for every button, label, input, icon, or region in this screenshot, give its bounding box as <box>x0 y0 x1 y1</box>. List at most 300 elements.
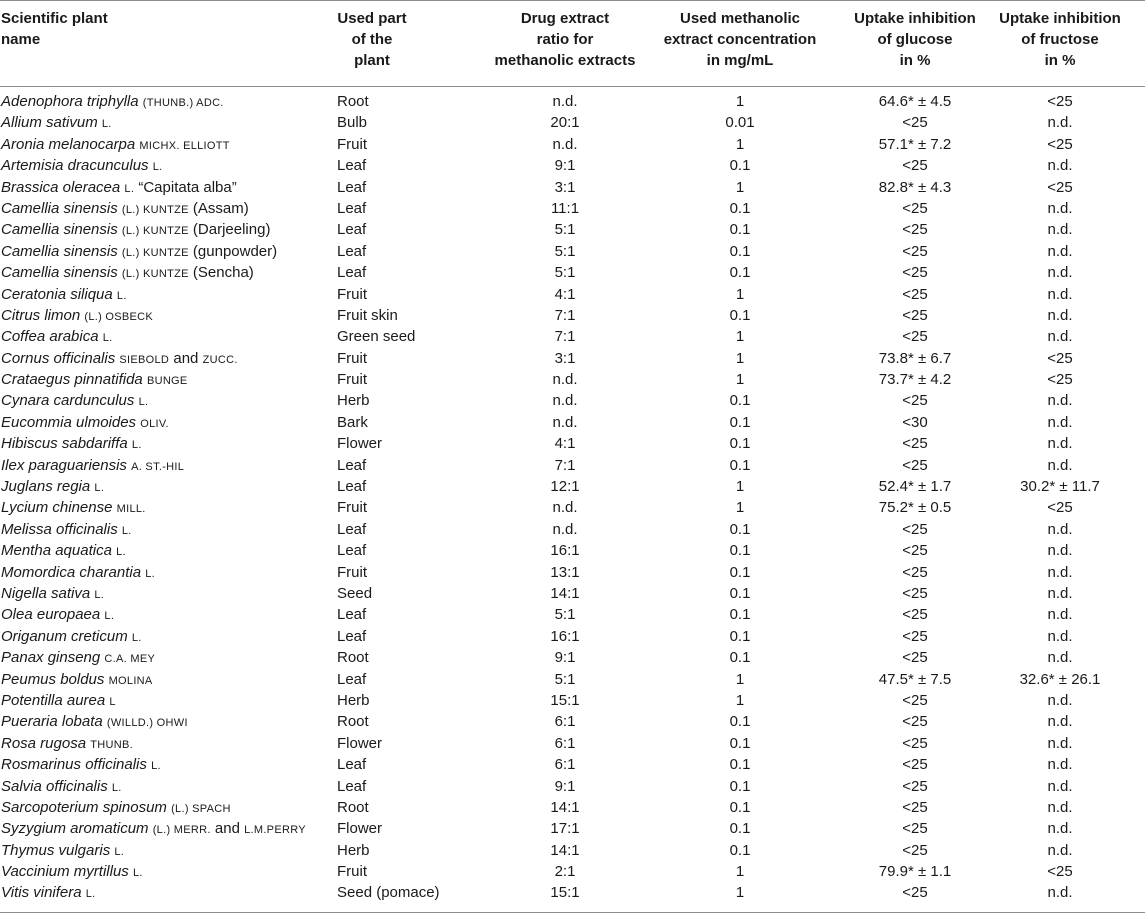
cell-plant-name <box>1 840 331 863</box>
cell-used-part: Flower <box>337 820 383 838</box>
authority: THUNB. <box>90 738 133 751</box>
cell-glucose-inhibition: <25 <box>902 606 928 624</box>
cell-glucose-inhibition: 47.5* ± 7.5 <box>878 670 952 688</box>
cell-glucose-inhibition: <30 <box>902 413 928 431</box>
header-used-part: Used part of the plant <box>337 10 407 69</box>
cell-used-part: Leaf <box>337 542 367 560</box>
table-row <box>0 711 1145 732</box>
table-row <box>0 134 1145 155</box>
cell-plant-name <box>1 540 331 563</box>
cell-concentration: 1 <box>735 691 745 709</box>
cell-concentration: 0.1 <box>729 435 751 453</box>
cell-extract-ratio: 4:1 <box>554 435 576 453</box>
table-row <box>0 626 1145 647</box>
cell-plant-name <box>1 91 331 114</box>
species-name: Ceratonia siliqua <box>1 285 113 303</box>
cell-extract-ratio: n.d. <box>552 413 578 431</box>
cell-plant-name <box>1 562 331 585</box>
species-name: Vaccinium myrtillus <box>1 863 129 881</box>
cell-extract-ratio: 11:1 <box>550 199 580 217</box>
cell-used-part: Fruit <box>337 135 367 153</box>
authority: (L.) MERR. <box>152 824 211 837</box>
cell-concentration: 0.1 <box>729 456 751 474</box>
cell-used-part: Leaf <box>337 520 367 538</box>
cell-plant-name <box>1 604 331 627</box>
cell-used-part: Fruit <box>337 863 367 881</box>
species-name: Panax ginseng <box>1 649 101 667</box>
name-suffix: (Sencha) <box>188 264 254 282</box>
cell-fructose-inhibition: n.d. <box>1047 114 1073 132</box>
cell-used-part: Leaf <box>337 242 367 260</box>
cell-concentration: 1 <box>735 285 745 303</box>
cell-used-part: Fruit skin <box>337 306 398 324</box>
cell-used-part: Flower <box>337 435 383 453</box>
cell-fructose-inhibition: n.d. <box>1047 584 1073 602</box>
cell-plant-name <box>1 455 331 478</box>
table-row <box>0 241 1145 262</box>
cell-fructose-inhibition: n.d. <box>1047 563 1073 581</box>
cell-extract-ratio: 9:1 <box>554 649 576 667</box>
table-row <box>0 818 1145 839</box>
header-glucose-inhibition: Uptake inhibition of glucose in % <box>854 10 976 69</box>
species-name: Thymus vulgaris <box>1 841 111 859</box>
table-body <box>0 91 1145 904</box>
cell-fructose-inhibition: n.d. <box>1047 392 1073 410</box>
species-name: Origanum creticum <box>1 627 128 645</box>
cell-concentration: 1 <box>735 135 745 153</box>
cell-glucose-inhibition: <25 <box>902 777 928 795</box>
table-row <box>0 797 1145 818</box>
cell-fructose-inhibition: n.d. <box>1047 542 1073 560</box>
cell-used-part: Leaf <box>337 456 367 474</box>
cell-extract-ratio: 14:1 <box>550 798 580 816</box>
species-name: Adenophora triphylla <box>1 93 139 110</box>
authority: MILL. <box>116 503 146 516</box>
cell-fructose-inhibition: n.d. <box>1047 691 1073 709</box>
table-row <box>0 562 1145 583</box>
cell-used-part: Root <box>337 93 369 110</box>
authority: C.A. MEY <box>104 653 156 666</box>
cell-concentration: 0.1 <box>729 264 751 282</box>
header-plant-name: Scientific plant name <box>1 10 108 48</box>
authority: L. <box>131 439 142 452</box>
authority: L. <box>132 867 143 880</box>
cell-extract-ratio: 6:1 <box>554 756 576 774</box>
cell-plant-name <box>1 412 331 435</box>
cell-glucose-inhibition: <25 <box>902 798 928 816</box>
cell-used-part: Leaf <box>337 777 367 795</box>
name-suffix: (Assam) <box>188 199 249 217</box>
table-row <box>0 198 1145 219</box>
name-suffix: (Darjeeling) <box>188 221 271 239</box>
table-row <box>0 305 1145 326</box>
cell-glucose-inhibition: <25 <box>902 841 928 859</box>
name-suffix: (gunpowder) <box>188 242 278 260</box>
species-name: Peumus boldus <box>1 670 105 688</box>
cell-plant-name <box>1 262 331 285</box>
cell-extract-ratio: n.d. <box>552 499 578 517</box>
cell-concentration: 0.1 <box>729 584 751 602</box>
cell-concentration: 1 <box>735 178 745 196</box>
table-row <box>0 348 1145 369</box>
authority: L. <box>116 546 126 559</box>
authority: (L.) KUNTZE <box>121 225 189 238</box>
cell-fructose-inhibition: n.d. <box>1047 456 1073 474</box>
cell-concentration: 0.1 <box>729 392 751 410</box>
table-row <box>0 262 1145 283</box>
species-name: Lycium chinense <box>1 499 113 517</box>
species-name: Rosmarinus officinalis <box>1 756 147 774</box>
cell-fructose-inhibition: n.d. <box>1047 413 1073 431</box>
authority: L. <box>94 482 105 495</box>
species-name: Eucommia ulmoides <box>1 413 137 431</box>
cell-plant-name <box>1 583 331 606</box>
cell-fructose-inhibition: n.d. <box>1047 264 1073 282</box>
cell-plant-name <box>1 433 331 456</box>
authority: L. <box>138 396 149 409</box>
table-row <box>0 840 1145 861</box>
cell-concentration: 0.1 <box>729 606 751 624</box>
cell-fructose-inhibition: <25 <box>1047 371 1073 389</box>
cell-fructose-inhibition: n.d. <box>1047 306 1073 324</box>
authority: (WILLD.) OHWI <box>106 717 188 730</box>
cell-glucose-inhibition: <25 <box>902 627 928 645</box>
cell-used-part: Flower <box>337 734 383 752</box>
species-name: Rosa rugosa <box>1 734 87 752</box>
cell-used-part: Leaf <box>337 178 367 196</box>
name-suffix: and <box>169 349 203 367</box>
cell-fructose-inhibition: n.d. <box>1047 756 1073 774</box>
cell-fructose-inhibition: n.d. <box>1047 221 1073 239</box>
cell-extract-ratio: 15:1 <box>550 691 580 709</box>
cell-used-part: Leaf <box>337 606 367 624</box>
cell-concentration: 1 <box>735 328 745 346</box>
table-row <box>0 690 1145 711</box>
cell-concentration: 1 <box>735 478 745 496</box>
authority: L. <box>131 631 142 644</box>
cell-glucose-inhibition: <25 <box>902 328 928 346</box>
cell-concentration: 0.1 <box>729 242 751 260</box>
species-name: Allium sativum <box>1 114 98 132</box>
authority: MOLINA <box>108 674 153 687</box>
species-name: Aronia melanocarpa <box>1 135 136 153</box>
species-name: Camellia sinensis <box>1 242 118 260</box>
cell-plant-name <box>1 797 331 820</box>
cell-plant-name <box>1 497 331 520</box>
cell-fructose-inhibition: n.d. <box>1047 157 1073 175</box>
cell-glucose-inhibition: 79.9* ± 1.1 <box>878 863 952 881</box>
cell-concentration: 0.1 <box>729 157 751 175</box>
cell-glucose-inhibition: 82.8* ± 4.3 <box>878 178 952 196</box>
cell-plant-name <box>1 861 331 884</box>
cell-plant-name <box>1 219 331 242</box>
species-name: Hibiscus sabdariffa <box>1 435 128 453</box>
cell-glucose-inhibition: 52.4* ± 1.7 <box>878 478 952 496</box>
cell-concentration: 1 <box>735 884 745 902</box>
cell-extract-ratio: 12:1 <box>550 478 580 496</box>
cell-fructose-inhibition: <25 <box>1047 135 1073 153</box>
cell-glucose-inhibition: <25 <box>902 713 928 731</box>
cell-concentration: 0.01 <box>725 114 755 132</box>
cell-fructose-inhibition: n.d. <box>1047 734 1073 752</box>
cell-used-part: Fruit <box>337 349 367 367</box>
authority: (L.) KUNTZE <box>121 203 189 216</box>
cell-glucose-inhibition: <25 <box>902 584 928 602</box>
cell-used-part: Fruit <box>337 371 367 389</box>
authority: L. <box>101 118 112 131</box>
authority: L. <box>94 588 105 601</box>
cell-plant-name <box>1 284 331 307</box>
species-name: Juglans regia <box>1 478 91 496</box>
authority: A. ST.-HIL <box>131 460 185 473</box>
authority: (L.) KUNTZE <box>121 246 189 259</box>
cell-glucose-inhibition: 75.2* ± 0.5 <box>878 499 952 517</box>
species-name: Camellia sinensis <box>1 199 118 217</box>
authority: MICHX. ELLIOTT <box>139 139 230 152</box>
table-row <box>0 155 1145 176</box>
cell-fructose-inhibition: <25 <box>1047 863 1073 881</box>
cell-plant-name <box>1 476 331 499</box>
cell-concentration: 1 <box>735 349 745 367</box>
cell-glucose-inhibition: 57.1* ± 7.2 <box>878 135 952 153</box>
cell-glucose-inhibition: <25 <box>902 242 928 260</box>
cell-extract-ratio: 2:1 <box>554 863 576 881</box>
authority: L. <box>116 289 127 302</box>
cell-glucose-inhibition: <25 <box>902 734 928 752</box>
cell-glucose-inhibition: <25 <box>902 392 928 410</box>
table-row <box>0 540 1145 561</box>
cell-extract-ratio: n.d. <box>552 520 578 538</box>
header-fructose-inhibition: Uptake inhibition of fructose in % <box>999 10 1121 69</box>
table-row <box>0 754 1145 775</box>
cell-plant-name <box>1 241 331 264</box>
cell-fructose-inhibition: n.d. <box>1047 884 1073 902</box>
cell-plant-name <box>1 711 331 734</box>
cell-fructose-inhibition: n.d. <box>1047 435 1073 453</box>
cell-plant-name <box>1 155 331 178</box>
cell-concentration: 0.1 <box>729 841 751 859</box>
table-row <box>0 776 1145 797</box>
cell-fructose-inhibition: <25 <box>1047 178 1073 196</box>
table-row <box>0 177 1145 198</box>
cell-extract-ratio: 6:1 <box>554 713 576 731</box>
name-suffix: and <box>210 820 245 838</box>
cell-fructose-inhibition: <25 <box>1047 499 1073 517</box>
cell-fructose-inhibition: n.d. <box>1047 777 1073 795</box>
cell-concentration: 0.1 <box>729 798 751 816</box>
cell-concentration: 1 <box>735 371 745 389</box>
cell-glucose-inhibition: <25 <box>902 884 928 902</box>
species-name: Camellia sinensis <box>1 264 118 282</box>
cell-concentration: 0.1 <box>729 542 751 560</box>
name-suffix: “Capitata alba” <box>134 178 237 196</box>
cell-concentration: 0.1 <box>729 820 751 838</box>
authority: L. <box>104 610 115 623</box>
cell-concentration: 0.1 <box>729 199 751 217</box>
species-name: Pueraria lobata <box>1 713 103 731</box>
table-row <box>0 433 1145 454</box>
cell-used-part: Leaf <box>337 756 367 774</box>
cell-plant-name <box>1 626 331 649</box>
table-row <box>0 861 1145 882</box>
species-name: Camellia sinensis <box>1 221 118 239</box>
species-name: Salvia officinalis <box>1 777 108 795</box>
cell-plant-name <box>1 690 331 713</box>
cell-extract-ratio: 4:1 <box>554 285 576 303</box>
cell-plant-name <box>1 519 331 542</box>
authority: L. <box>152 161 163 174</box>
cell-extract-ratio: 5:1 <box>554 670 576 688</box>
cell-extract-ratio: 13:1 <box>550 563 580 581</box>
cell-concentration: 0.1 <box>729 520 751 538</box>
cell-used-part: Fruit <box>337 563 367 581</box>
authority: L. <box>145 567 156 580</box>
cell-plant-name <box>1 198 331 221</box>
cell-used-part: Root <box>337 713 369 731</box>
cell-extract-ratio: 9:1 <box>554 777 576 795</box>
table-row <box>0 284 1145 305</box>
cell-extract-ratio: 14:1 <box>550 584 580 602</box>
cell-glucose-inhibition: <25 <box>902 157 928 175</box>
cell-extract-ratio: 7:1 <box>554 306 576 324</box>
authority-2: ZUCC. <box>202 353 238 366</box>
cell-used-part: Leaf <box>337 221 367 239</box>
cell-extract-ratio: 14:1 <box>550 841 580 859</box>
cell-used-part: Leaf <box>337 670 367 688</box>
species-name: Olea europaea <box>1 606 101 624</box>
cell-concentration: 0.1 <box>729 306 751 324</box>
cell-used-part: Leaf <box>337 478 367 496</box>
cell-glucose-inhibition: <25 <box>902 520 928 538</box>
cell-extract-ratio: n.d. <box>552 135 578 153</box>
cell-concentration: 1 <box>735 863 745 881</box>
cell-used-part: Seed (pomace) <box>337 884 440 902</box>
table-row <box>0 91 1145 112</box>
cell-concentration: 0.1 <box>729 756 751 774</box>
cell-used-part: Bark <box>337 413 368 431</box>
table-row <box>0 519 1145 540</box>
table-row <box>0 390 1145 411</box>
cell-used-part: Leaf <box>337 264 367 282</box>
cell-fructose-inhibition: n.d. <box>1047 242 1073 260</box>
cell-glucose-inhibition: <25 <box>902 691 928 709</box>
header-rule <box>0 86 1145 87</box>
cell-fructose-inhibition: n.d. <box>1047 627 1073 645</box>
cell-plant-name <box>1 818 331 841</box>
cell-extract-ratio: 5:1 <box>554 264 576 282</box>
bottom-rule <box>0 912 1145 913</box>
cell-plant-name <box>1 305 331 328</box>
table-row <box>0 647 1145 668</box>
cell-fructose-inhibition: 32.6* ± 26.1 <box>1019 670 1101 688</box>
cell-fructose-inhibition: 30.2* ± 11.7 <box>1020 478 1100 496</box>
cell-concentration: 1 <box>735 93 745 110</box>
cell-glucose-inhibition: <25 <box>902 456 928 474</box>
table-row <box>0 369 1145 390</box>
authority: L <box>109 695 116 708</box>
authority: L. <box>124 182 135 195</box>
species-name: Crataegus pinnatifida <box>1 371 143 389</box>
cell-glucose-inhibition: <25 <box>902 649 928 667</box>
table-row <box>0 669 1145 690</box>
species-name: Mentha aquatica <box>1 542 112 560</box>
authority: (L.) SPACH <box>171 802 231 815</box>
cell-extract-ratio: 17:1 <box>550 820 580 838</box>
table-row <box>0 583 1145 604</box>
cell-glucose-inhibition: <25 <box>902 114 928 132</box>
cell-glucose-inhibition: <25 <box>902 756 928 774</box>
cell-plant-name <box>1 348 331 371</box>
cell-concentration: 0.1 <box>729 413 751 431</box>
cell-plant-name <box>1 326 331 349</box>
cell-used-part: Herb <box>337 392 370 410</box>
cell-extract-ratio: 20:1 <box>550 114 580 132</box>
cell-used-part: Green seed <box>337 328 416 346</box>
cell-plant-name <box>1 369 331 392</box>
cell-fructose-inhibition: n.d. <box>1047 841 1073 859</box>
table-row <box>0 112 1145 133</box>
cell-used-part: Root <box>337 649 369 667</box>
cell-used-part: Leaf <box>337 157 367 175</box>
cell-used-part: Seed <box>337 584 373 602</box>
cell-plant-name <box>1 134 331 157</box>
cell-extract-ratio: 5:1 <box>554 242 576 260</box>
cell-glucose-inhibition: 64.6* ± 4.5 <box>878 93 952 110</box>
species-name: Brassica oleracea <box>1 178 121 196</box>
species-name: Cynara cardunculus <box>1 392 135 410</box>
header-concentration: Used methanolic extract concentration in mg/mL <box>663 10 817 69</box>
authority: L. <box>85 888 96 901</box>
cell-concentration: 0.1 <box>729 734 751 752</box>
authority: SIEBOLD <box>119 353 170 366</box>
cell-extract-ratio: 3:1 <box>554 178 576 196</box>
cell-extract-ratio: 9:1 <box>554 157 576 175</box>
cell-concentration: 0.1 <box>729 563 751 581</box>
table-row <box>0 604 1145 625</box>
cell-glucose-inhibition: <25 <box>902 264 928 282</box>
species-name: Citrus limon <box>1 306 81 324</box>
cell-concentration: 0.1 <box>729 221 751 239</box>
cell-fructose-inhibition: n.d. <box>1047 285 1073 303</box>
cell-fructose-inhibition: n.d. <box>1047 328 1073 346</box>
top-rule <box>0 0 1145 1</box>
authority: OLIV. <box>140 417 169 430</box>
cell-fructose-inhibition: n.d. <box>1047 820 1073 838</box>
cell-extract-ratio: 7:1 <box>554 456 576 474</box>
table-row <box>0 497 1145 518</box>
cell-extract-ratio: n.d. <box>552 371 578 389</box>
cell-concentration: 0.1 <box>729 649 751 667</box>
species-name: Coffea arabica <box>1 328 99 346</box>
cell-fructose-inhibition: n.d. <box>1047 520 1073 538</box>
authority: L. <box>102 332 113 345</box>
table-header <box>0 8 1145 80</box>
species-name: Artemisia dracunculus <box>1 157 149 175</box>
table-row <box>0 326 1145 347</box>
cell-extract-ratio: 7:1 <box>554 328 576 346</box>
cell-glucose-inhibition: <25 <box>902 306 928 324</box>
authority: (L.) OSBECK <box>84 310 154 323</box>
species-name: Vitis vinifera <box>1 884 82 902</box>
cell-concentration: 1 <box>735 499 745 517</box>
cell-fructose-inhibition: n.d. <box>1047 606 1073 624</box>
species-name: Nigella sativa <box>1 584 91 602</box>
cell-concentration: 0.1 <box>729 713 751 731</box>
cell-plant-name <box>1 669 331 692</box>
cell-extract-ratio: n.d. <box>552 93 578 110</box>
cell-extract-ratio: 3:1 <box>554 349 576 367</box>
cell-glucose-inhibition: <25 <box>902 563 928 581</box>
